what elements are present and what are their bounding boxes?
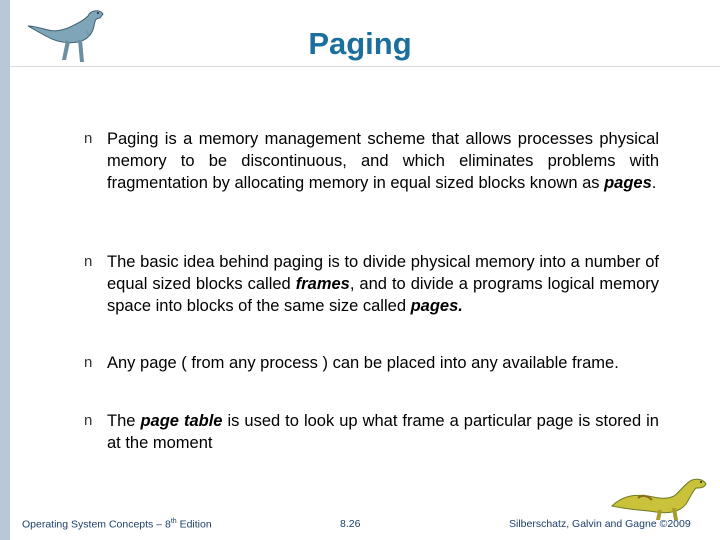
bullet-marker: n	[84, 130, 93, 147]
bullet-marker: n	[84, 354, 93, 371]
emphasis-frames: frames	[295, 275, 350, 293]
bullet-text: Any page ( from any process ) can be placed into any available frame.	[107, 354, 619, 372]
dinosaur-icon	[608, 466, 712, 522]
emphasis-page-table: page table	[140, 412, 223, 430]
bullet-marker: n	[84, 412, 93, 429]
emphasis-pages: pages	[604, 174, 652, 192]
footer-authors: Silberschatz, Galvin and Gagne ©2009	[509, 518, 691, 530]
bullet-text: Paging is a memory management scheme that allows processes physical memory to be discontinuous, and which eliminates problems with fragmentation by allocating memory in equal sized blocks known as pages.	[107, 130, 659, 192]
bullet-text: The basic idea behind paging is to divide physical memory into a number of equal sized blocks called frames, and to divide a programs logical memory space into blocks of the same size called pages.	[107, 253, 659, 315]
sidebar-strip	[0, 0, 10, 540]
footer-book-title: Operating System Concepts – 8th Edition	[22, 518, 212, 531]
slide-title: Paging	[308, 26, 412, 61]
title-divider	[10, 66, 720, 67]
emphasis-pages: pages.	[410, 297, 463, 315]
bullet-marker: n	[84, 253, 93, 270]
footer-page-number: 8.26	[340, 518, 361, 530]
bullet-text: The page table is used to look up what frame a particular page is stored in at the moment	[107, 412, 659, 452]
